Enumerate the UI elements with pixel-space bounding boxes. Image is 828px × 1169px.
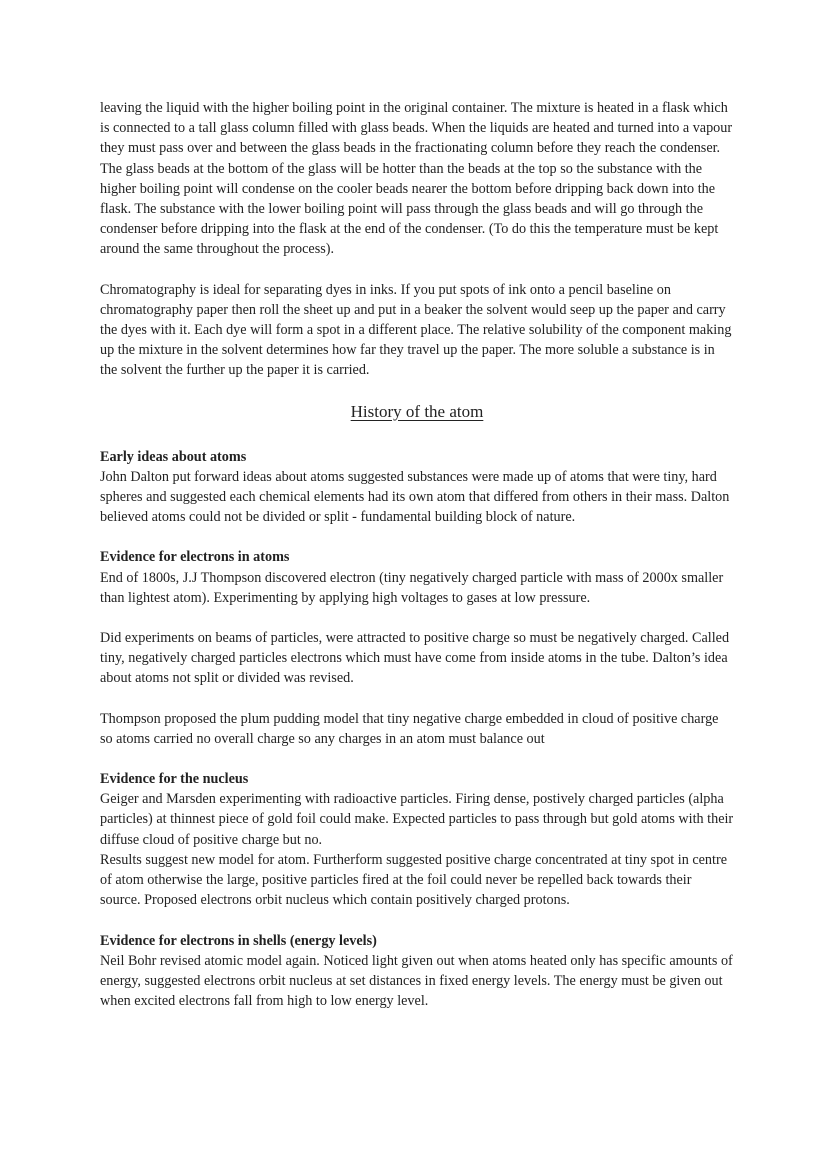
nucleus-heading: Evidence for the nucleus [100,771,249,788]
electrons-text-2: Did experiments on beams of particles, were attracted to positive charge so must be negatively charged. Called tiny, negatively charged particles electrons which must have come from inside atoms in the tube. Dalton’s idea about atoms not split or divided was revised. [100,630,730,687]
shells-heading: Evidence for electrons in shells (energy levels) [100,932,377,949]
electrons-section [100,547,734,749]
section-title: History of the atom [350,401,484,421]
early-ideas-heading: Early ideas about atoms [100,448,247,465]
early-ideas-text: John Dalton put forward ideas about atoms suggested substances were made up of atoms that were tiny, hard spheres and suggested each chemical elements had its own atom that differed from others in their mass. Dalton believed atoms could not be divided or split - fundamental building block of nature. [100,468,730,526]
shells-section [100,931,734,1012]
nucleus-text-2: Results suggest new model for atom. Furtherform suggested positive charge concentrated at tiny spot in centre of atom otherwise the large, positive particles fired at the foil could never be repelled back towards their source. Proposed electrons orbit nucleus which contain positively charged protons. [100,851,727,909]
nucleus-section [100,769,734,910]
fractional-distillation-paragraph: leaving the liquid with the higher boiling point in the original container. The mixture is heated in a flask which is connected to a tall glass column filled with glass beads. When the liquids are heated and turned into a vapour they must pass over and between the glass beads in the fractionating column before they reach the condenser. The glass beads at the bottom of the glass will be hotter than the beads at the top so the substance with the higher boiling point will condense on the cooler beads nearer the bottom before dripping back down into the flask. The substance with the lower boiling point will pass through the glass beads and will go through the condenser before dripping into the flask at the end of the condenser. (To do this the temperature must be kept around the same throughout the process). [100,100,733,258]
early-ideas-section [100,447,734,528]
electrons-text-1: End of 1800s, J.J Thompson discovered electron (tiny negatively charged particle with mass of 2000x smaller than lightest atom). Experimenting by applying high voltages to gases at low pressure. [100,569,724,606]
electrons-heading: Evidence for electrons in atoms [100,549,290,566]
document-page [100,98,734,1031]
chromatography-paragraph: Chromatography is ideal for separating dyes in inks. If you put spots of ink onto a pencil baseline on chromatography paper then roll the sheet up and put in a beaker the solvent would seep up the paper and carry the dyes with it. Each dye will form a spot in a different place. The relative solubility of the component making up the mixture in the solvent determines how far they travel up the paper. The more soluble a substance is in the solvent the further up the paper it is carried. [100,281,732,379]
shells-text: Neil Bohr revised atomic model again. Noticed light given out when atoms heated only has specific amounts of energy, suggested electrons orbit nucleus at set distances in fixed energy levels. The energy must be given out when excited electrons fall from high to low energy level. [100,952,733,1010]
nucleus-text-1: Geiger and Marsden experimenting with radioactive particles. Firing dense, postively charged particles (alpha particles) at thinnest piece of gold foil could make. Expected particles to pass through but gold atoms with their diffuse cloud of positive charge but no. [100,791,734,848]
electrons-text-3: Thompson proposed the plum pudding model that tiny negative charge embedded in cloud of positive charge so atoms carried no overall charge so any charges in an atom must balance out [100,710,719,747]
